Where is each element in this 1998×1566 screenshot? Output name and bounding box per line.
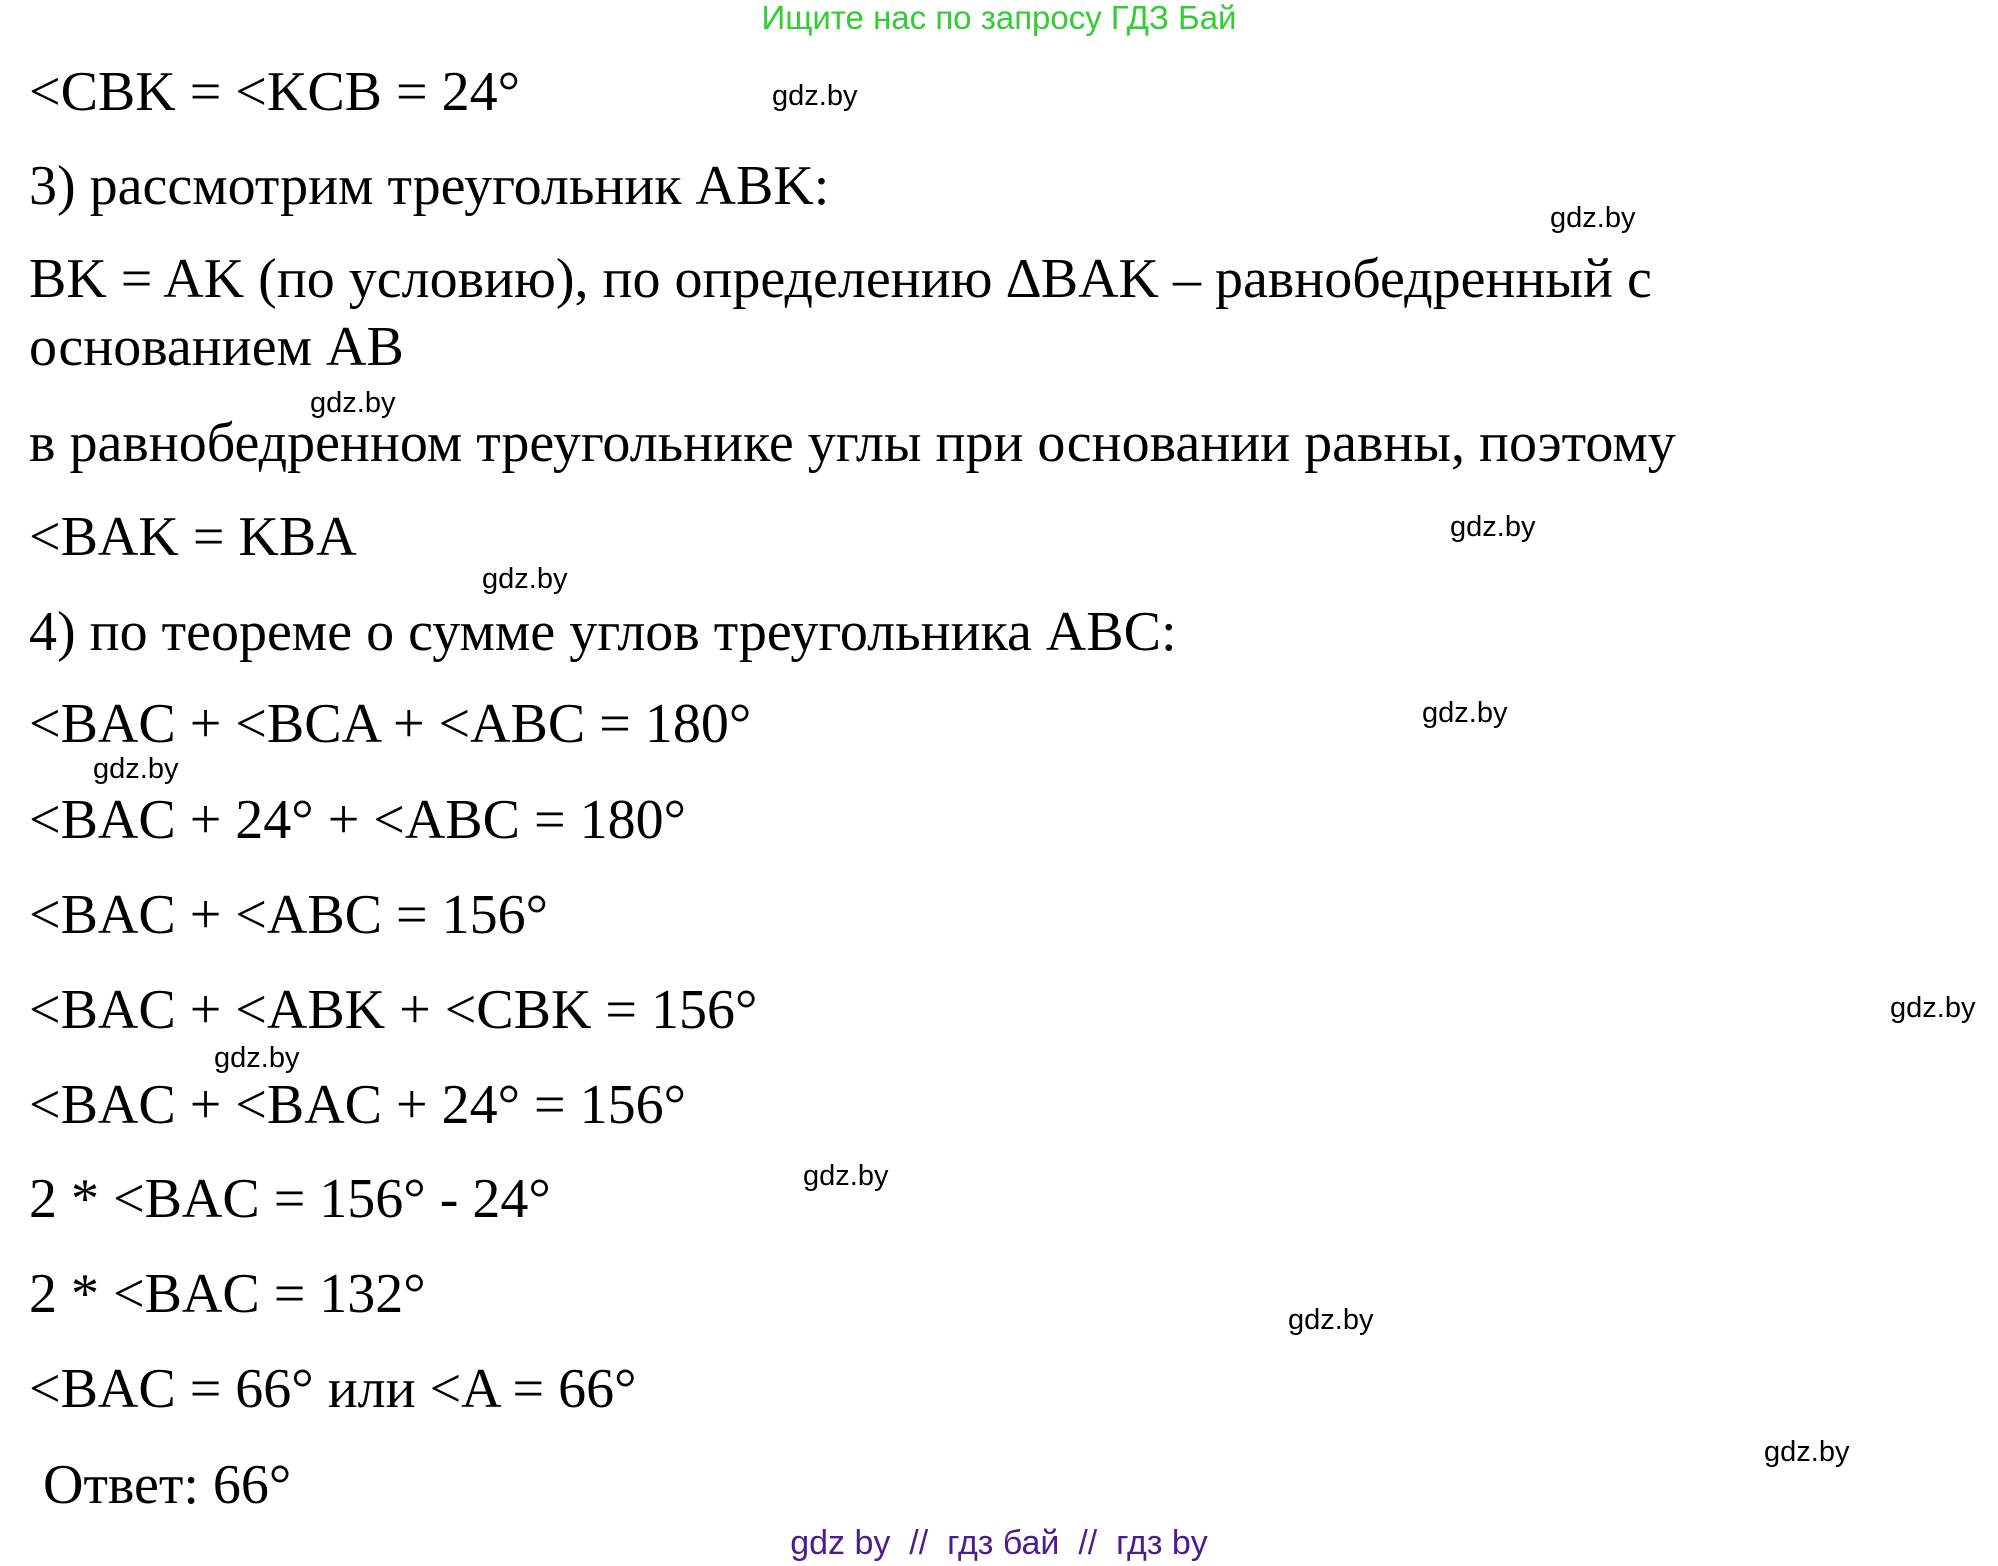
watermark: gdz.by bbox=[310, 387, 396, 419]
solution-line-13: 2 * <BAC = 156° - 24° bbox=[29, 1168, 551, 1230]
solution-line-7: 4) по теореме о сумме углов треугольника ABC: bbox=[29, 601, 1177, 663]
watermark: gdz.by bbox=[93, 753, 179, 785]
watermark: gdz.by bbox=[482, 563, 568, 595]
watermark: gdz.by bbox=[803, 1160, 889, 1192]
watermark: gdz.by bbox=[1422, 697, 1508, 729]
watermark: gdz.by bbox=[772, 80, 858, 112]
solution-line-15: <BAC = 66° или <A = 66° bbox=[29, 1358, 637, 1420]
watermark: gdz.by bbox=[1550, 202, 1636, 234]
solution-line-4: основанием AB bbox=[29, 316, 404, 378]
solution-line-14: 2 * <BAC = 132° bbox=[29, 1263, 426, 1325]
solution-line-11: <BAC + <ABK + <CBK = 156° bbox=[29, 979, 758, 1041]
solution-line-1: <CBK = <KCB = 24° bbox=[29, 61, 521, 123]
watermark: gdz.by bbox=[1450, 511, 1536, 543]
answer-line: Ответ: 66° bbox=[43, 1454, 292, 1516]
watermark: gdz.by bbox=[214, 1042, 300, 1074]
search-hint-banner: Ищите нас по запросу ГДЗ Бай bbox=[761, 0, 1237, 36]
solution-line-9: <BAC + 24° + <ABC = 180° bbox=[29, 789, 686, 851]
watermark: gdz.by bbox=[1890, 992, 1976, 1024]
solution-line-10: <BAC + <ABC = 156° bbox=[29, 884, 549, 946]
site-footer: gdz by // гдз бай // гдз by bbox=[790, 1524, 1208, 1562]
solution-line-8: <BAC + <BCA + <ABC = 180° bbox=[29, 693, 752, 755]
watermark: gdz.by bbox=[1288, 1304, 1374, 1336]
solution-line-5: в равнобедренном треугольнике углы при основании равны, поэтому bbox=[29, 412, 1676, 474]
solution-line-12: <BAC + <BAC + 24° = 156° bbox=[29, 1074, 686, 1136]
solution-line-6: <BAK = KBA bbox=[29, 506, 357, 568]
solution-line-3: BK = AK (по условию), по определению ∆BAK – равнобедренный с bbox=[29, 248, 1652, 310]
solution-line-2: 3) рассмотрим треугольник ABK: bbox=[29, 155, 830, 217]
watermark: gdz.by bbox=[1764, 1436, 1850, 1468]
